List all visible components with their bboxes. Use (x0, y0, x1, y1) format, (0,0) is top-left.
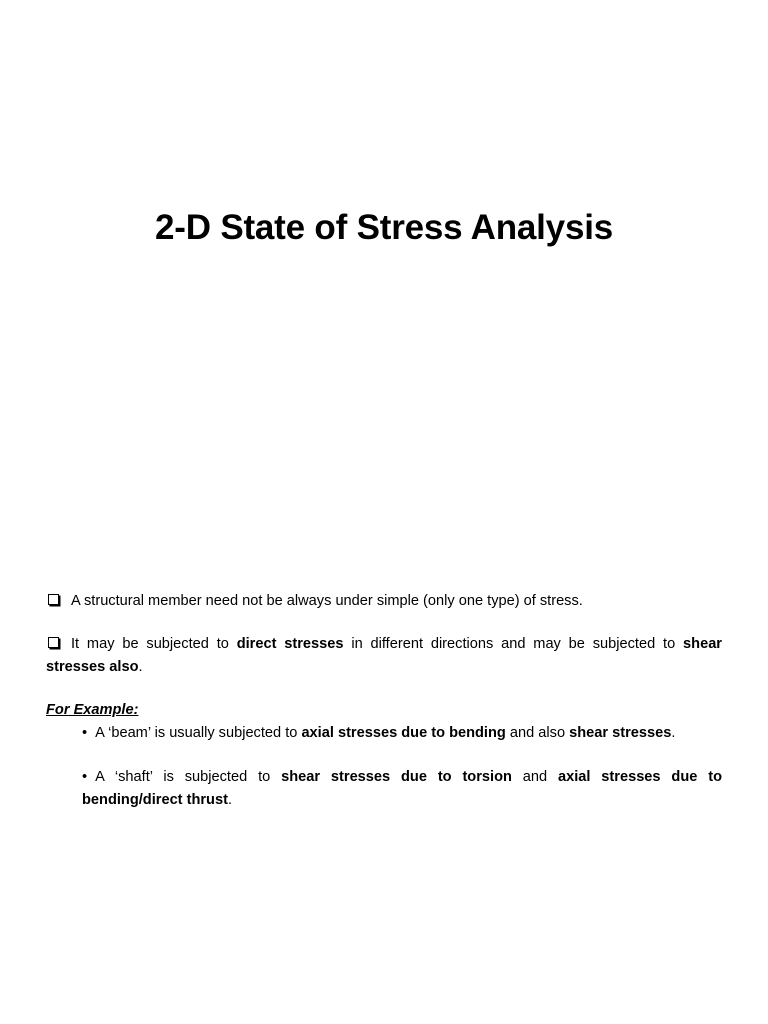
example-1-bold-1: axial stresses due to bending (301, 725, 506, 741)
checkbox-bullet-icon (48, 594, 59, 605)
point-2-text-2: in different directions and may be subjected to (343, 636, 684, 652)
example-2-text-2: and (511, 769, 558, 785)
example-heading: For Example: (46, 702, 139, 718)
bullet-dot-icon: • (82, 769, 88, 785)
example-item-shaft (82, 766, 722, 812)
example-1-text-1: A ‘beam’ is usually subjected to (95, 725, 302, 741)
example-1-text-2: and also (505, 725, 570, 741)
example-2-bold-1: shear stresses due to torsion (281, 769, 512, 785)
slide-content (46, 590, 722, 812)
example-2-bold-2: axial stresses due to bending/direct thrust (82, 769, 722, 808)
bullet-point-1 (46, 590, 722, 613)
point-2-text-1: It may be subjected to (71, 636, 237, 652)
bullet-point-2 (46, 633, 722, 679)
slide-title: 2-D State of Stress Analysis (155, 208, 613, 247)
example-item-beam (82, 722, 722, 745)
example-1-bold-2: shear stresses (569, 725, 672, 741)
example-1-text-3: . (671, 725, 676, 741)
point-2-bold-1: direct stresses (236, 636, 344, 652)
bullet-dot-icon: • (82, 725, 88, 741)
point-2-bold-2: shear stresses also (46, 636, 722, 675)
example-2-text-3: . (227, 792, 232, 808)
checkbox-bullet-icon (48, 637, 59, 648)
point-1-text: A structural member need not be always under simple (only one type) of stress. (71, 593, 583, 609)
point-2-text-3: . (138, 659, 143, 675)
example-2-text-1: A ‘shaft’ is subjected to (95, 769, 282, 785)
